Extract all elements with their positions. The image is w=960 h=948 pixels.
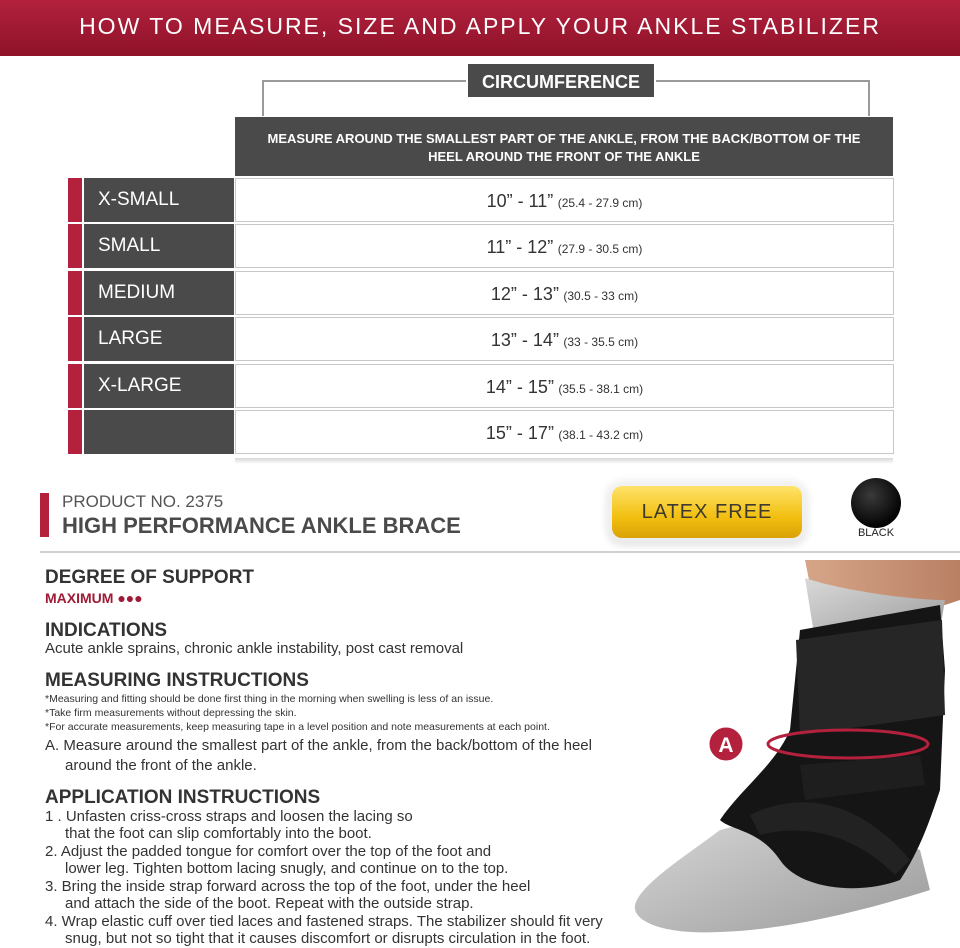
row-accent xyxy=(68,178,82,222)
measuring-step-a: A. Measure around the smallest part of the ankle, from the back/bottom of the heel xyxy=(45,737,592,754)
inches: 12” - 13” xyxy=(490,283,559,304)
elastic-cuff xyxy=(796,620,945,735)
application-line: and attach the side of the boot. Repeat with the outside strap. xyxy=(65,895,474,912)
centimeters: (25.4 - 27.9 cm) xyxy=(557,196,643,210)
color-swatch xyxy=(851,478,901,528)
measuring-note: *For accurate measurements, keep measuring tape in a level position and note measurements at each point. xyxy=(45,721,550,733)
indications-text: Acute ankle sprains, chronic ankle instability, post cast removal xyxy=(45,640,464,657)
size-value xyxy=(235,178,894,222)
inches: 13” - 14” xyxy=(490,330,559,351)
size-label: X-SMALL xyxy=(84,178,234,222)
row-accent xyxy=(68,224,82,268)
size-row xyxy=(68,410,894,454)
inches: 10” - 11” xyxy=(486,191,554,211)
measuring-note: *Measuring and fitting should be done first thing in the morning when swelling is less of an issue. xyxy=(45,693,494,705)
size-row xyxy=(68,317,894,361)
size-row xyxy=(68,364,894,408)
inches: 11” - 12” xyxy=(486,237,554,258)
ankle-brace-illustration xyxy=(600,560,960,948)
size-label: X-LARGE xyxy=(84,364,234,408)
measuring-heading: MEASURING INSTRUCTIONS xyxy=(45,670,309,691)
row-accent xyxy=(68,317,82,361)
size-label: MEDIUM xyxy=(84,271,234,315)
centimeters: (33 - 35.5 cm) xyxy=(563,335,639,350)
support-level: MAXIMUM ●●● xyxy=(45,590,143,606)
row-accent xyxy=(68,271,82,315)
size-value xyxy=(235,271,894,315)
centimeters: (35.5 - 38.1 cm) xyxy=(558,381,644,396)
application-line: 4. Wrap elastic cuff over tied laces and fastened straps. The stabilizer should fit very xyxy=(45,913,603,930)
inches: 14” - 15” xyxy=(485,376,554,397)
application-line: 1 . Unfasten criss-cross straps and loosen the lacing so xyxy=(45,808,413,825)
measuring-note: *Take firm measurements without depressing the skin. xyxy=(45,707,297,719)
size-row xyxy=(68,224,894,268)
title-banner xyxy=(0,0,960,56)
product-accent-bar xyxy=(40,493,49,537)
chart-shadow xyxy=(235,458,893,464)
row-accent xyxy=(68,364,82,408)
size-row xyxy=(68,178,894,222)
application-line: that the foot can slip comfortably into the boot. xyxy=(65,825,372,842)
application-line: 3. Bring the inside strap forward across the top of the foot, under the heel xyxy=(45,878,531,895)
inches: 15” - 17” xyxy=(485,422,554,443)
size-chart xyxy=(68,178,894,456)
size-label xyxy=(84,410,234,454)
size-value xyxy=(235,410,894,454)
support-heading: DEGREE OF SUPPORT xyxy=(45,567,255,588)
application-heading: APPLICATION INSTRUCTIONS xyxy=(45,787,321,808)
size-value xyxy=(235,317,894,361)
application-line: snug, but not so tight that it causes discomfort or disrupts circulation in the foot. xyxy=(65,930,591,947)
size-value xyxy=(235,224,894,268)
size-value xyxy=(235,364,894,408)
size-label: LARGE xyxy=(84,317,234,361)
size-label: SMALL xyxy=(84,224,234,268)
measuring-step-a-cont: around the front of the ankle. xyxy=(65,757,257,774)
application-line: lower leg. Tighten bottom lacing snugly, and continue on to the top. xyxy=(65,860,509,877)
circumference-header: CIRCUMFERENCE xyxy=(466,62,656,99)
color-swatch-label: BLACK xyxy=(857,527,895,539)
indications-heading: INDICATIONS xyxy=(45,620,168,641)
marker-letter: A xyxy=(718,734,734,757)
section-divider xyxy=(40,551,960,553)
application-line: 2. Adjust the padded tongue for comfort over the top of the foot and xyxy=(45,843,492,860)
centimeters: (27.9 - 30.5 cm) xyxy=(557,242,643,257)
product-number: PRODUCT NO. 2375 xyxy=(62,492,224,511)
product-name: HIGH PERFORMANCE ANKLE BRACE xyxy=(62,513,461,538)
banner-title: HOW TO MEASURE, SIZE AND APPLY YOUR ANKLE STABILIZER xyxy=(79,13,881,39)
size-row xyxy=(68,271,894,315)
measure-instruction-header: MEASURE AROUND THE SMALLEST PART OF THE ANKLE, FROM THE BACK/BOTTOM OF THE HEEL AROUND THE FRONT OF THE ANKLE xyxy=(235,117,893,176)
latex-free-badge: LATEX FREE xyxy=(612,486,802,538)
centimeters: (30.5 - 33 cm) xyxy=(563,288,639,303)
centimeters: (38.1 - 43.2 cm) xyxy=(558,427,644,442)
row-accent xyxy=(68,410,82,454)
